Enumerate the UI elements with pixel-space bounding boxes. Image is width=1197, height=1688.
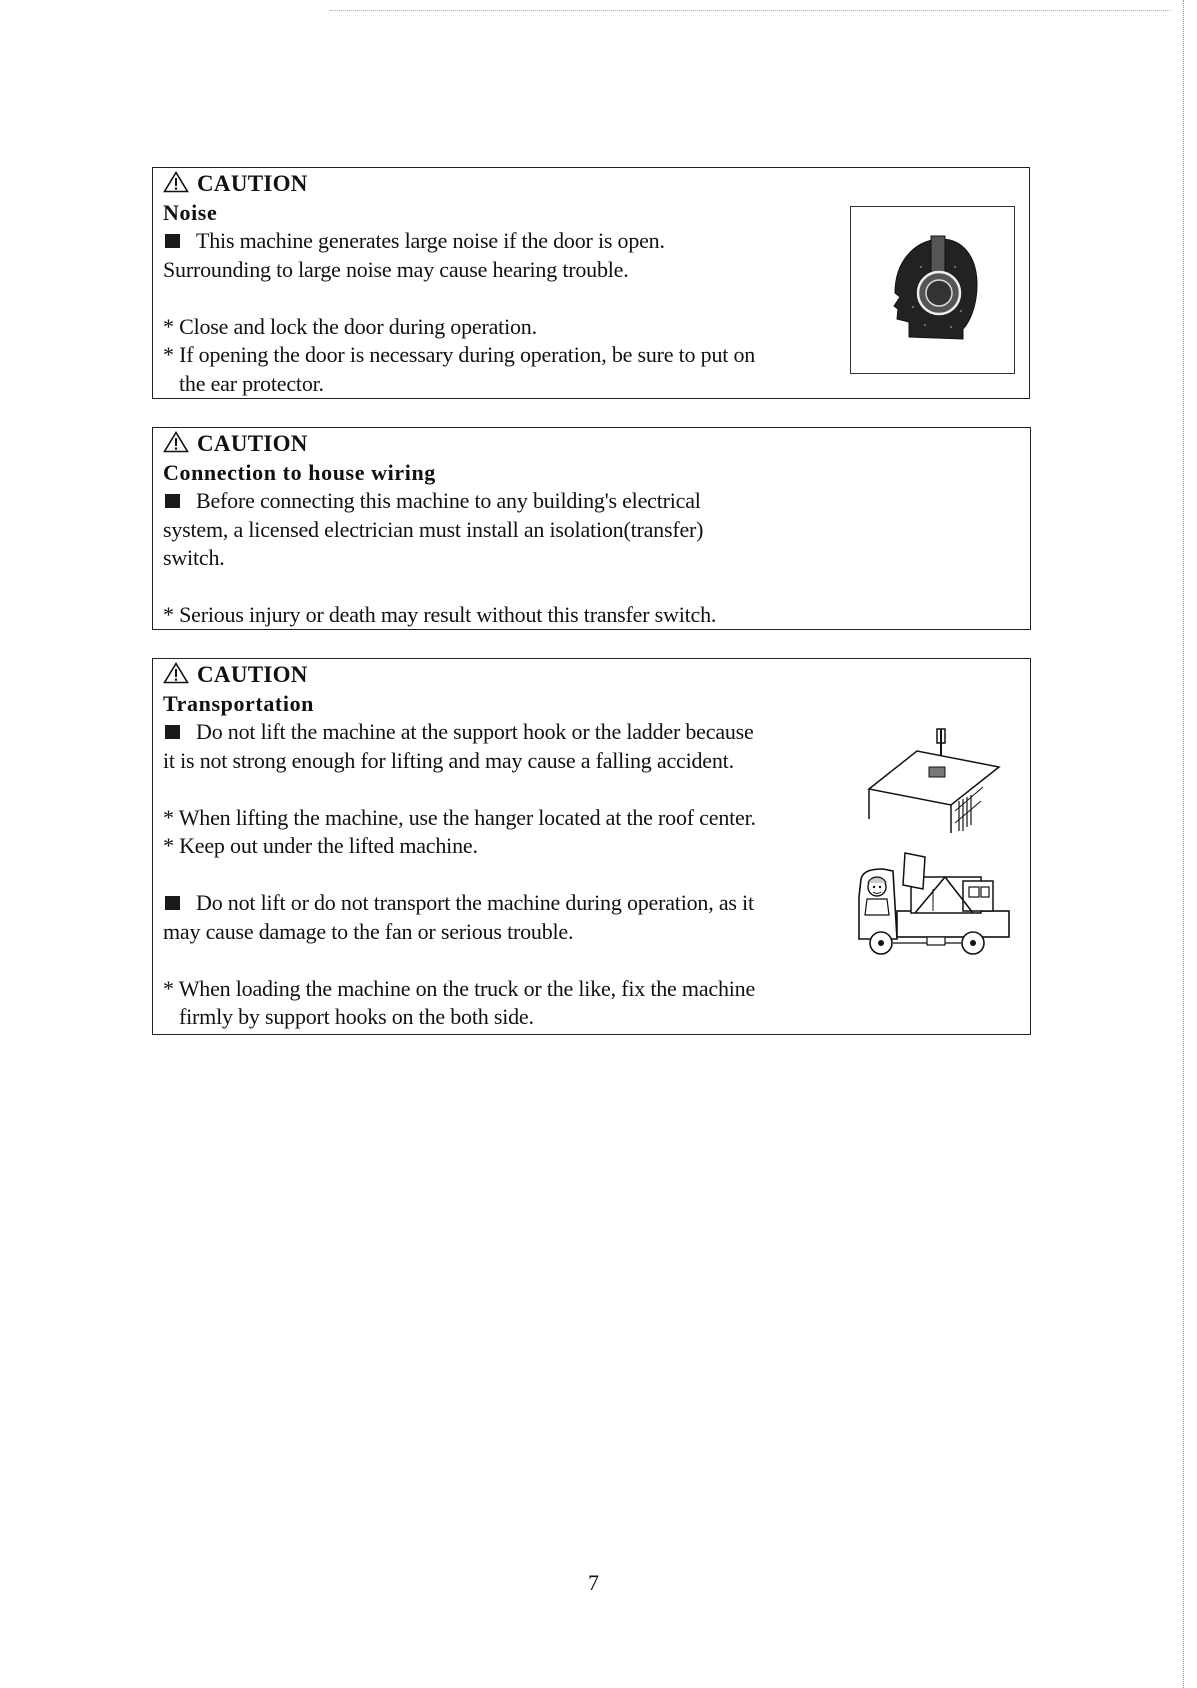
text-line-content: Before connecting this machine to any building's electrical	[196, 488, 701, 513]
crane-lift-icon	[859, 727, 1009, 837]
text-line: the ear protector.	[179, 370, 324, 396]
ear-protector-icon	[851, 207, 1014, 373]
text-line	[163, 487, 716, 516]
caution-text-transportation	[163, 661, 756, 1032]
ear-protector-frame	[850, 206, 1015, 374]
truck-transport-icon	[853, 849, 1013, 964]
text-line	[163, 889, 756, 918]
scan-edge-right	[1183, 0, 1184, 1688]
section-heading: Connection to house wiring	[163, 459, 436, 485]
spacer	[163, 946, 756, 975]
caution-label: CAUTION	[197, 431, 308, 456]
text-line: * Close and lock the door during operation.	[163, 313, 537, 339]
text-line: firmly by support hooks on the both side.	[179, 1004, 534, 1029]
text-line-content: Do not lift or do not transport the machine during operation, as it	[196, 890, 754, 915]
text-line: * Keep out under the lifted machine.	[163, 833, 478, 858]
text-line: system, a licensed electrician must install an isolation(transfer)	[163, 516, 704, 542]
scan-edge-top	[330, 10, 1170, 11]
text-line: may cause damage to the fan or serious trouble.	[163, 918, 574, 944]
caution-text-noise	[163, 170, 755, 398]
spacer	[163, 284, 755, 313]
square-bullet-icon	[165, 494, 180, 508]
square-bullet-icon	[165, 725, 180, 739]
section-heading: Noise	[163, 199, 218, 225]
caution-label: CAUTION	[197, 662, 308, 687]
spacer	[163, 861, 756, 890]
section-heading: Transportation	[163, 690, 315, 716]
warning-triangle-icon	[163, 662, 189, 684]
text-line-content: This machine generates large noise if the door is open.	[196, 228, 665, 253]
text-line: * If opening the door is necessary during operation, be sure to put on	[163, 342, 756, 367]
caution-text-house-wiring	[163, 430, 716, 630]
caution-box-transportation	[152, 658, 1031, 1035]
text-line: * Serious injury or death may result without this transfer switch.	[163, 602, 717, 627]
text-line: Surrounding to large noise may cause hearing trouble.	[163, 256, 629, 282]
warning-triangle-icon	[163, 431, 189, 453]
text-line: * When lifting the machine, use the hanger located at the roof center.	[163, 804, 756, 830]
caution-box-house-wiring	[152, 427, 1031, 630]
text-line	[163, 227, 755, 256]
text-line: * When loading the machine on the truck or the like, fix the machine	[163, 975, 756, 1001]
square-bullet-icon	[165, 234, 180, 248]
page-number: 7	[588, 1570, 599, 1595]
caution-title	[163, 170, 755, 199]
spacer	[163, 775, 756, 804]
warning-triangle-icon	[163, 171, 189, 193]
caution-title	[163, 430, 716, 459]
spacer	[163, 573, 716, 602]
caution-box-noise	[152, 167, 1030, 399]
text-line-content: Do not lift the machine at the support hook or the ladder because	[196, 719, 754, 744]
text-line: it is not strong enough for lifting and may cause a falling accident.	[163, 747, 734, 773]
square-bullet-icon	[165, 896, 180, 910]
text-line: switch.	[163, 545, 225, 570]
caution-label: CAUTION	[197, 171, 308, 196]
caution-title	[163, 661, 756, 690]
text-line	[163, 718, 756, 747]
